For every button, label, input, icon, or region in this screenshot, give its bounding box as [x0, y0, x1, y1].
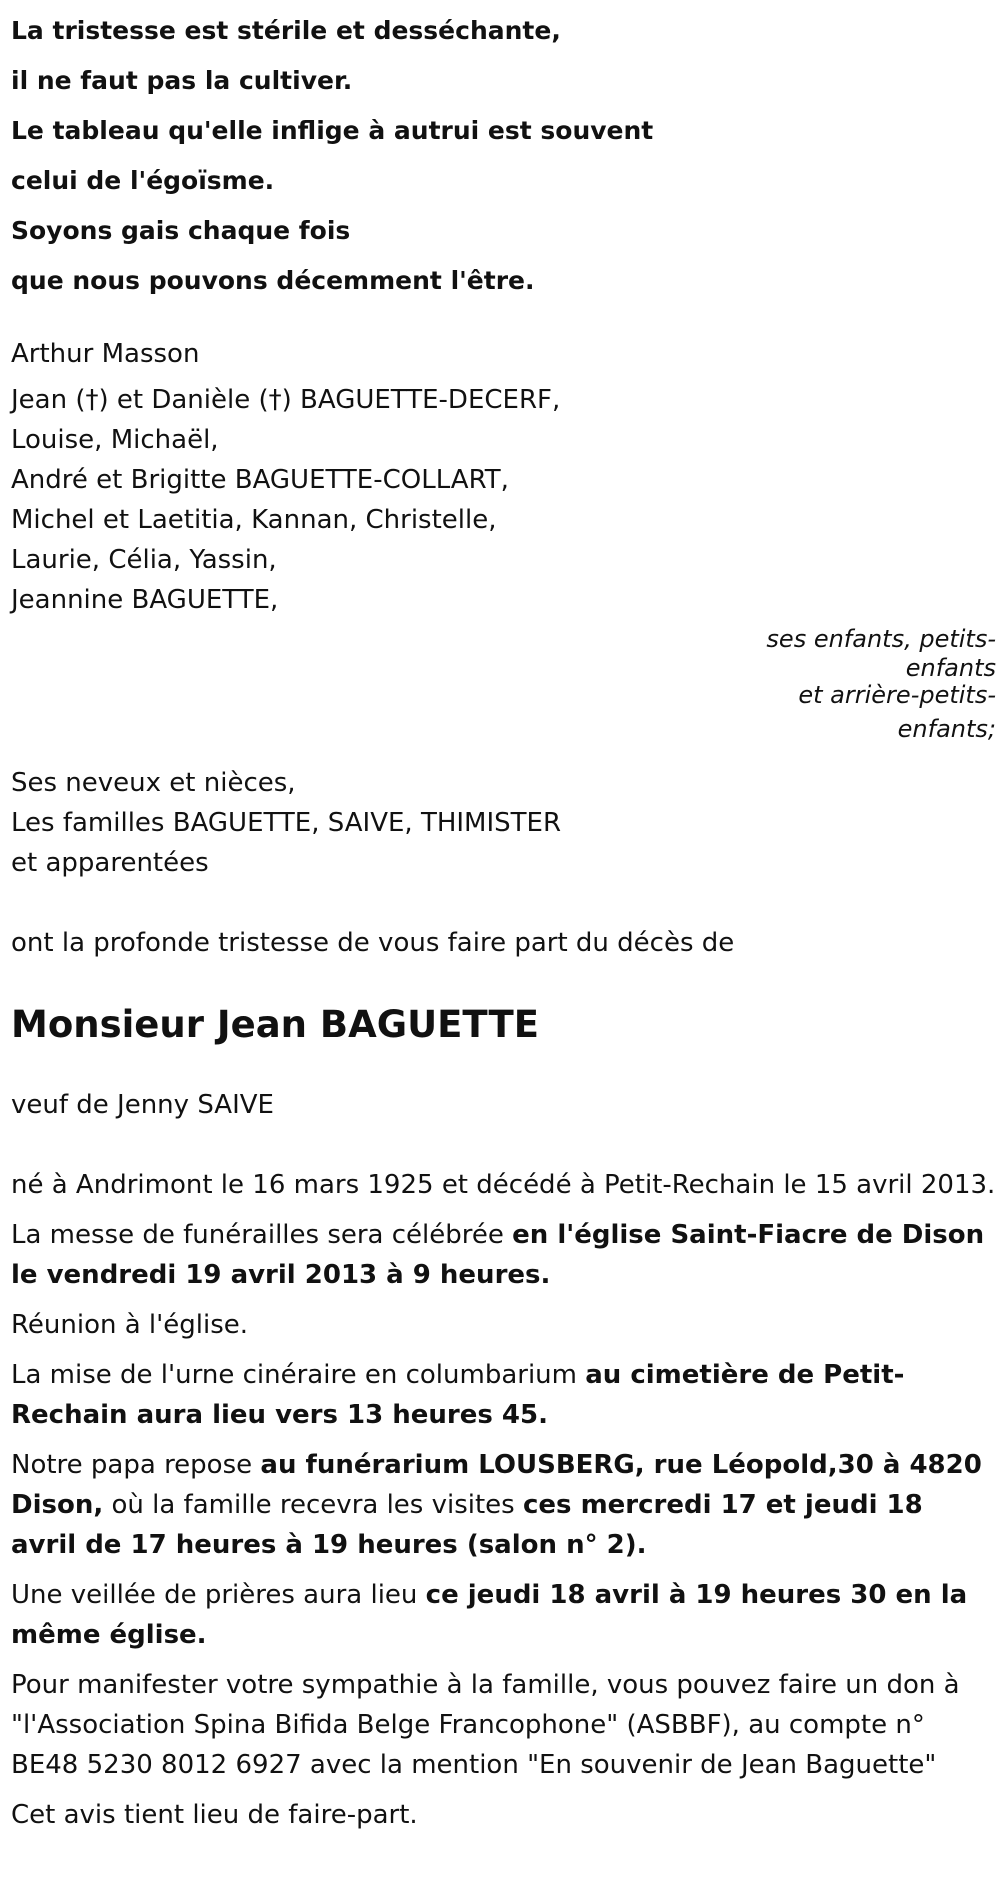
extended-line: et apparentées	[11, 848, 209, 878]
quote-line: que nous pouvons décemment l'être.	[11, 266, 535, 295]
family-line: Laurie, Célia, Yassin,	[11, 545, 277, 575]
vigil-prefix: Une veillée de prières aura lieu	[11, 1580, 426, 1610]
family-line: André et Brigitte BAGUETTE-COLLART,	[11, 465, 509, 495]
urn-paragraph	[11, 1355, 996, 1435]
quote-line: Le tableau qu'elle inflige à autrui est souvent	[11, 116, 654, 145]
closing-text: Cet avis tient lieu de faire-part.	[11, 1800, 418, 1830]
funeral-details: en l'église Saint-Fiacre de Dison le vendredi 19 avril 2013 à 9 heures.	[11, 1220, 985, 1290]
relation-line: enfants;	[897, 715, 996, 743]
obituary-content	[11, 0, 996, 1845]
relation-line: ses enfants, petits-	[766, 625, 996, 653]
quote-line: celui de l'égoïsme.	[11, 166, 275, 195]
donation-paragraph: Pour manifester votre sympathie à la famille, vous pouvez faire un don à "l'Association Spina Bifida Belge Francophone" (ASBBF), au compte n° BE48 5230 8012 6927 avec la mention "En souvenir de Jean Baguette"	[11, 1670, 960, 1780]
relation-line: et arrière-petits-	[798, 681, 996, 709]
quote-block	[11, 0, 996, 306]
vigil-details: ce jeudi 18 avril à 19 heures 30 en la même église.	[11, 1580, 968, 1650]
family-line: Louise, Michaël,	[11, 425, 219, 455]
birth-death-text: né à Andrimont le 16 mars 1925 et décédé à Petit-Rechain le 15 avril 2013.	[11, 1170, 996, 1200]
extended-line: Les familles BAGUETTE, SAIVE, THIMISTER	[11, 808, 562, 838]
quote-line: il ne faut pas la cultiver.	[11, 66, 353, 95]
announcement-text: ont la profonde tristesse de vous faire part du décès de	[11, 928, 735, 958]
vigil-paragraph	[11, 1575, 996, 1655]
family-line: Jeannine BAGUETTE,	[11, 585, 279, 615]
rest-location: au funérarium LOUSBERG, rue Léopold,30 à 4820 Dison,	[11, 1450, 982, 1520]
deceased-name: Monsieur Jean BAGUETTE	[11, 1003, 540, 1046]
funeral-prefix: La messe de funérailles sera célébrée	[11, 1220, 513, 1250]
relation-block	[11, 623, 996, 749]
rest-prefix: Notre papa repose	[11, 1450, 261, 1480]
quote-author: Arthur Masson	[11, 339, 200, 369]
visit-times: ces mercredi 17 et jeudi 18 avril de 17 heures à 19 heures (salon n° 2).	[11, 1490, 923, 1560]
urn-prefix: La mise de l'urne cinéraire en columbarium	[11, 1360, 586, 1390]
family-list	[11, 380, 996, 620]
quote-line: La tristesse est stérile et desséchante,	[11, 16, 561, 45]
spouse-text: veuf de Jenny SAIVE	[11, 1090, 274, 1120]
funeral-paragraph	[11, 1215, 996, 1295]
relation-line: enfants	[905, 654, 996, 682]
meeting-text: Réunion à l'église.	[11, 1310, 249, 1340]
urn-details: au cimetière de Petit-Rechain aura lieu vers 13 heures 45.	[11, 1360, 905, 1430]
rest-paragraph	[11, 1445, 996, 1565]
family-line: Michel et Laetitia, Kannan, Christelle,	[11, 505, 497, 535]
extended-family	[11, 763, 996, 883]
family-line: Jean (†) et Danièle (†) BAGUETTE-DECERF,	[11, 385, 561, 415]
rest-middle: où la famille recevra les visites	[103, 1490, 523, 1520]
quote-line: Soyons gais chaque fois	[11, 216, 351, 245]
extended-line: Ses neveux et nièces,	[11, 768, 296, 798]
